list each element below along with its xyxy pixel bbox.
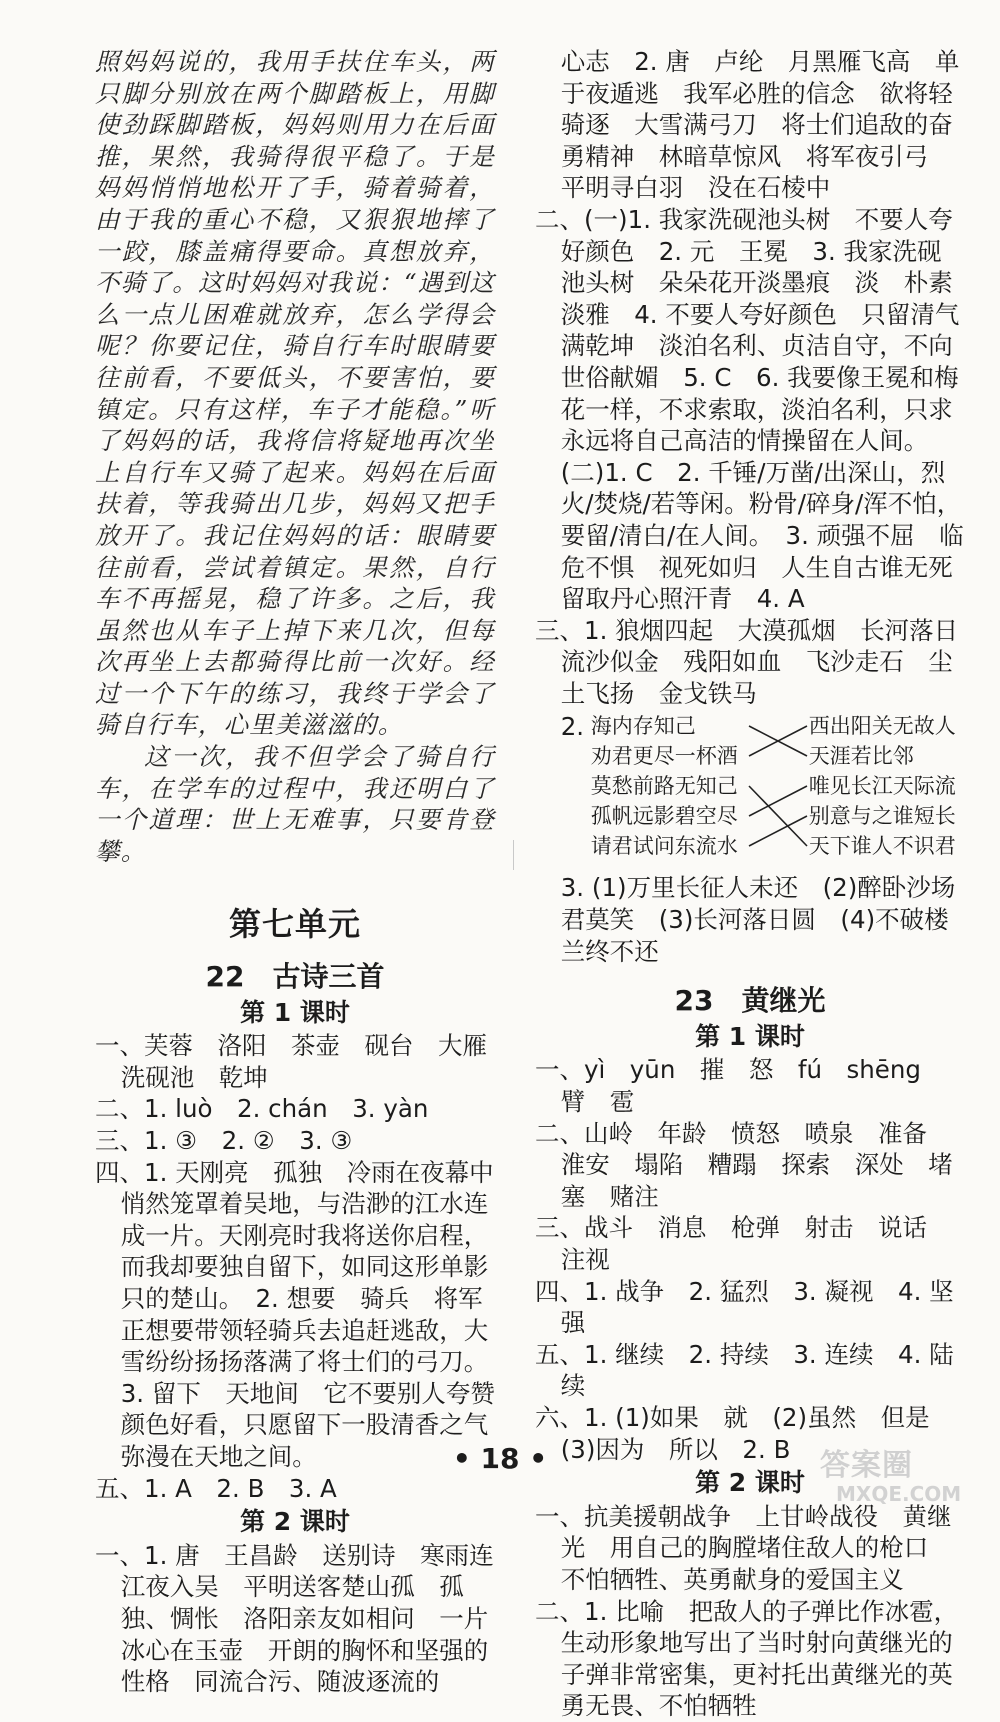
answer-section: 五、1. A 2. B 3. A [95,1473,337,1503]
story-paragraph-1: 照妈妈说的，我用手扶住车头，两只脚分别放在两个脚踏板上，用脚使劲踩脚踏板，妈妈则用力在后面推，果然，我骑得很平稳了。于是妈妈悄悄地松开了手，骑着骑着，由于我的重心不稳，又狠狠地摔了一跤，膝盖痛得要命。真想放弃，不骑了。这时妈妈对我说：“遇到这么一点儿困难就放弃，怎么学得会呢？你要记住，骑自行车时眼睛要往前看，不要低头，不要害怕，要镇定。只有这样，车子才能稳。”听了妈妈的话，我将信将疑地再次坐上自行车又骑了起来。妈妈在后面扶着，等我骑出几步，妈妈又把手放开了。我记住妈妈的话：眼睛要往前看，尝试着镇定。果然，自行车不再摇晃，稳了许多。之后，我虽然也从车子上掉下来几次，但每次再坐上去都骑得比前一次好。经过一个下午的练习，我终于学会了骑自行车，心里美滋滋的。 [95,47,495,740]
lesson-1-heading: 第 1 课时 [240,997,350,1027]
answer-section: (二)1. C 2. 千锤/万凿/出深山，烈火/焚烧/若等闲。粉骨/碎身/浑不怕，要留/清白/在人间。 3. 顽强不屈 临危不惧 视死如归 人生自古谁无死 留取丹心照汗青 4. A [560,457,978,614]
match-right-item: 唯见长江天际流 [808,774,956,799]
lesson-1-heading: 第 1 课时 [695,1021,805,1051]
match-left-item: 海内存知己 [590,714,696,739]
answer-section: 一、yì yūn 摧 怒 fú shēng 臂 雹 [535,1055,946,1117]
answer-section: 六、1. (1)如果 就 (2)虽然 但是 (3)因为 所以 2. B [535,1402,955,1464]
lesson-2-heading: 第 2 课时 [695,1468,805,1498]
answer-section: 三、1. ③ 2. ② 3. ③ [95,1126,353,1155]
answer-section: 二、山岭 年龄 愤怒 喷泉 准备 淮安 塌陷 糟蹋 探索 深处 堵塞 赌注 [535,1118,953,1211]
match-line [749,816,807,846]
answer-section: 一、抗美援朝战争 上甘岭战役 黄继光 用自己的胸膛堵住敌人的枪口 不怕牺牲、英勇献身的爱国主义 [535,1501,953,1594]
match-right-item: 西出阳关无故人 [808,714,956,739]
match-left-item: 孤帆远影碧空尽 [590,804,738,829]
lesson-2-heading: 第 2 课时 [240,1507,350,1537]
unit-title: 第七单元 [228,905,361,944]
answer-section: 四、1. 战争 2. 猛烈 3. 凝视 4. 坚强 [535,1276,954,1338]
match-right-item: 天下谁人不识君 [808,834,956,859]
match-left-item: 劝君更尽一杯酒 [590,744,738,769]
answer-section: 一、芙蓉 洛阳 茶壶 砚台 大雁 洗砚池 乾坤 [95,1031,512,1092]
page-number: • 18 • [452,1442,548,1475]
watermark-logo: 答案圈 [820,1448,913,1483]
matching-exercise [561,711,965,926]
watermark-url: MXQE.COM [836,1482,962,1506]
story-paragraph-2: 这一次，我不但学会了骑自行车，在学车的过程中，我还明白了一个道理：世上无难事，只要肯登攀。 [95,742,495,866]
answer-section: 三、1. 狼烟四起 大漠孤烟 长河落日 流沙似金 残阳如血 飞沙走石 尘土飞扬 金戈铁马 [535,615,983,708]
answer-section: 二、(一)1. 我家洗砚池头树 不要人夸好颜色 2. 元 王冕 3. 我家洗砚池头树 朵朵花开淡墨痕 淡 朴素淡雅 4. 不要人夸好颜色 只留清气满乾坤 淡泊名利、贞洁自守，不向世俗献媚 5. C 6. 我要像王冕和梅花一样，不求索取，淡泊名利，只求永远将自己高洁的情操留在人间。 [535,204,960,456]
column-divider [513,840,514,870]
match-right-item: 天涯若比邻 [808,744,914,769]
answer-section: 二、1. luò 2. chán 3. yàn [95,1094,429,1124]
answer-section: 3. (1)万里长征人未还 (2)醉卧沙场君莫笑 (3)长河落日圆 (4)不破楼兰终不还 [560,873,956,966]
match-number: 2. [560,712,585,742]
answer-section: 五、1. 继续 2. 持续 3. 连续 4. 陆续 [535,1339,954,1401]
story-text [95,46,495,867]
match-left-item: 莫愁前路无知己 [590,774,738,799]
match-right-item: 别意与之谁短长 [808,804,956,829]
answer-section: 二、1. 比喻 把敌人的子弹比作冰雹，生动形象地写出了当时射向黄继光的子弹非常密集，更衬托出黄继光的英勇无畏、不怕牺牲 [535,1596,959,1721]
answer-section: 一、1. 唐 王昌龄 送别诗 寒雨连江夜入吴 平明送客楚山孤 孤独、惆怅 洛阳亲友如相问 一片冰心在玉壶 开朗的胸怀和坚强的性格 同流合污、随波逐流的 [95,1540,494,1697]
answer-continued: 心志 2. 唐 卢纶 月黑雁飞高 单于夜遁逃 我军必胜的信念 欲将轻骑逐 大雪满弓刀 将士们追敌的奋勇精神 林暗草惊风 将军夜引弓 平明寻白羽 没在石棱中 [560,47,960,203]
match-left-item: 请君试问东流水 [590,834,738,859]
lesson-title-23: 23 黄继光 [674,984,826,1018]
match-line [749,786,807,846]
match-line [749,786,807,816]
answer-section: 四、1. 天刚亮 孤独 冷雨在夜幕中悄然笼罩着吴地，与浩渺的江水连成一片。天刚亮时我将送你启程，而我却要独自留下，如同这形单影只的楚山。 2. 想要 骑兵 将军正想要带领轻骑兵去追赶逃敌，大雪纷纷扬扬落满了将士们的弓刀。 3. 留下 天地间 它不要别人夸赞颜色好看，只愿留下一股清香之气弥漫在天地之间。 [95,1157,501,1471]
match-lines [561,711,971,871]
answer-section: 三、战斗 消息 枪弹 射击 说话 注视 [535,1213,952,1274]
lesson-title-22: 22 古诗三首 [205,960,385,994]
